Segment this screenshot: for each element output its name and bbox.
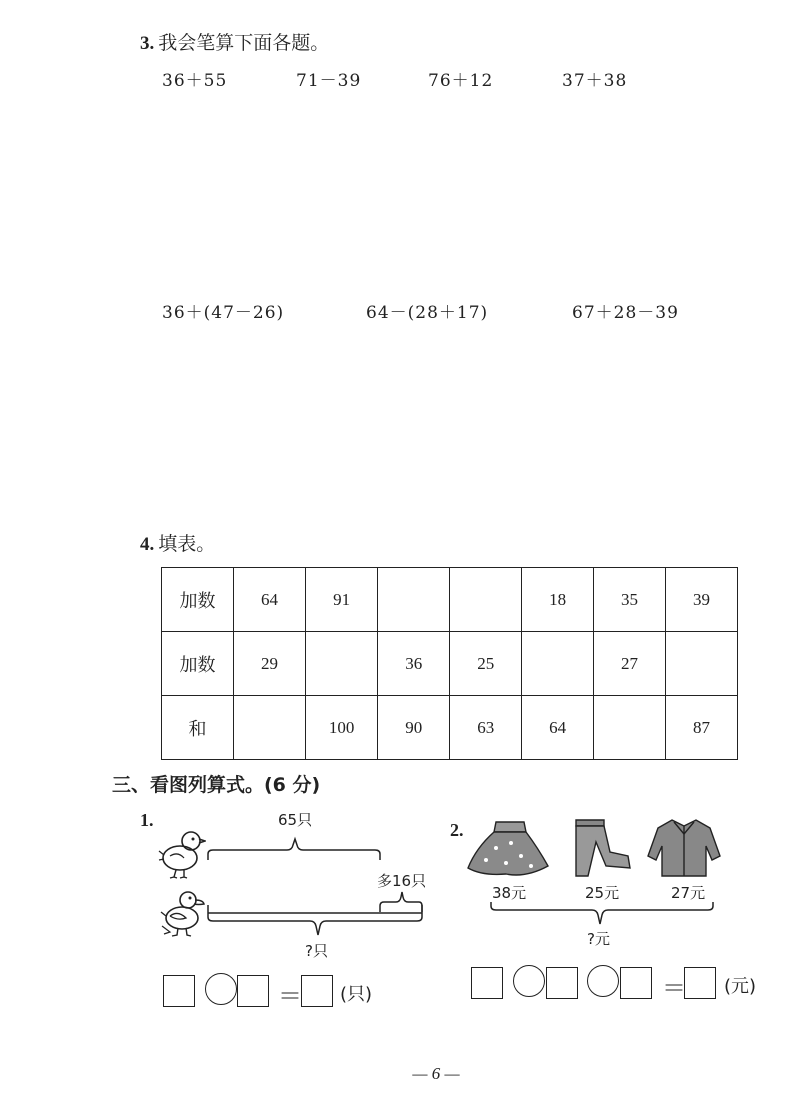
table-cell: 27 bbox=[594, 632, 666, 696]
table-cell: 64 bbox=[522, 696, 594, 760]
q3-number: 3. bbox=[140, 33, 155, 54]
table-cell: 91 bbox=[305, 568, 377, 632]
answer-box[interactable] bbox=[163, 975, 195, 1007]
sum-brace bbox=[488, 900, 718, 928]
row-header: 加数 bbox=[162, 632, 234, 696]
answer-box[interactable] bbox=[301, 975, 333, 1007]
table-cell[interactable] bbox=[450, 568, 522, 632]
p1-number: 1. bbox=[140, 810, 154, 830]
section-title: 三、看图列算式。(6 分) bbox=[112, 774, 321, 796]
expr: 37＋38 bbox=[562, 71, 628, 91]
table-cell: 87 bbox=[666, 696, 738, 760]
expr: 36＋(47－26) bbox=[162, 303, 285, 323]
operator-circle[interactable] bbox=[587, 965, 619, 997]
q4-title bbox=[140, 529, 215, 556]
skirt-price: 38元 bbox=[492, 884, 527, 902]
expr: 76＋12 bbox=[428, 71, 494, 91]
table-cell[interactable] bbox=[378, 568, 450, 632]
expr: 67＋28－39 bbox=[572, 303, 679, 323]
unit-label: (元) bbox=[724, 976, 757, 997]
operator-circle[interactable] bbox=[205, 973, 237, 1005]
unit-label: (只) bbox=[340, 984, 373, 1005]
table-cell: 39 bbox=[666, 568, 738, 632]
expr: 64－(28＋17) bbox=[366, 303, 489, 323]
addition-table bbox=[161, 567, 738, 760]
table-cell[interactable] bbox=[233, 696, 305, 760]
table-cell: 35 bbox=[594, 568, 666, 632]
table-cell: 36 bbox=[378, 632, 450, 696]
table-row bbox=[162, 568, 738, 632]
table-cell: 64 bbox=[233, 568, 305, 632]
expr: 36＋55 bbox=[162, 71, 228, 91]
equals-sign: ＝ bbox=[278, 982, 302, 1010]
equals-sign: ＝ bbox=[662, 974, 686, 1002]
answer-box[interactable] bbox=[237, 975, 269, 1007]
table-cell: 100 bbox=[305, 696, 377, 760]
row-header: 和 bbox=[162, 696, 234, 760]
table-cell: 18 bbox=[522, 568, 594, 632]
q3-title-text: 我会笔算下面各题。 bbox=[158, 32, 330, 54]
table-cell: 29 bbox=[233, 632, 305, 696]
table-cell: 25 bbox=[450, 632, 522, 696]
answer-box[interactable] bbox=[620, 967, 652, 999]
table-cell[interactable] bbox=[305, 632, 377, 696]
row-header: 加数 bbox=[162, 568, 234, 632]
q4-title-text: 填表。 bbox=[158, 533, 216, 555]
answer-box[interactable] bbox=[546, 967, 578, 999]
table-row bbox=[162, 632, 738, 696]
trousers-price: 25元 bbox=[585, 884, 620, 902]
answer-box[interactable] bbox=[471, 967, 503, 999]
answer-box[interactable] bbox=[684, 967, 716, 999]
page-number: — 6 — bbox=[412, 1064, 460, 1083]
table-cell[interactable] bbox=[594, 696, 666, 760]
duck-icon bbox=[160, 888, 208, 938]
chick-icon bbox=[158, 825, 206, 879]
expr: 71－39 bbox=[296, 71, 362, 91]
table-cell: 63 bbox=[450, 696, 522, 760]
q3-title bbox=[140, 28, 329, 55]
table-cell: 90 bbox=[378, 696, 450, 760]
question-label: ?元 bbox=[587, 930, 610, 948]
jacket-price: 27元 bbox=[671, 884, 706, 902]
p2-number: 2. bbox=[450, 820, 464, 840]
more-label: 多16只 bbox=[377, 872, 427, 890]
q4-number: 4. bbox=[140, 534, 155, 555]
operator-circle[interactable] bbox=[513, 965, 545, 997]
table-row bbox=[162, 696, 738, 760]
trousers-icon bbox=[570, 816, 632, 880]
jacket-icon bbox=[646, 816, 722, 880]
question-label: ?只 bbox=[305, 942, 328, 960]
table-cell[interactable] bbox=[666, 632, 738, 696]
table-cell[interactable] bbox=[522, 632, 594, 696]
skirt-icon bbox=[466, 818, 550, 878]
total-chicks-label: 65只 bbox=[278, 811, 313, 829]
